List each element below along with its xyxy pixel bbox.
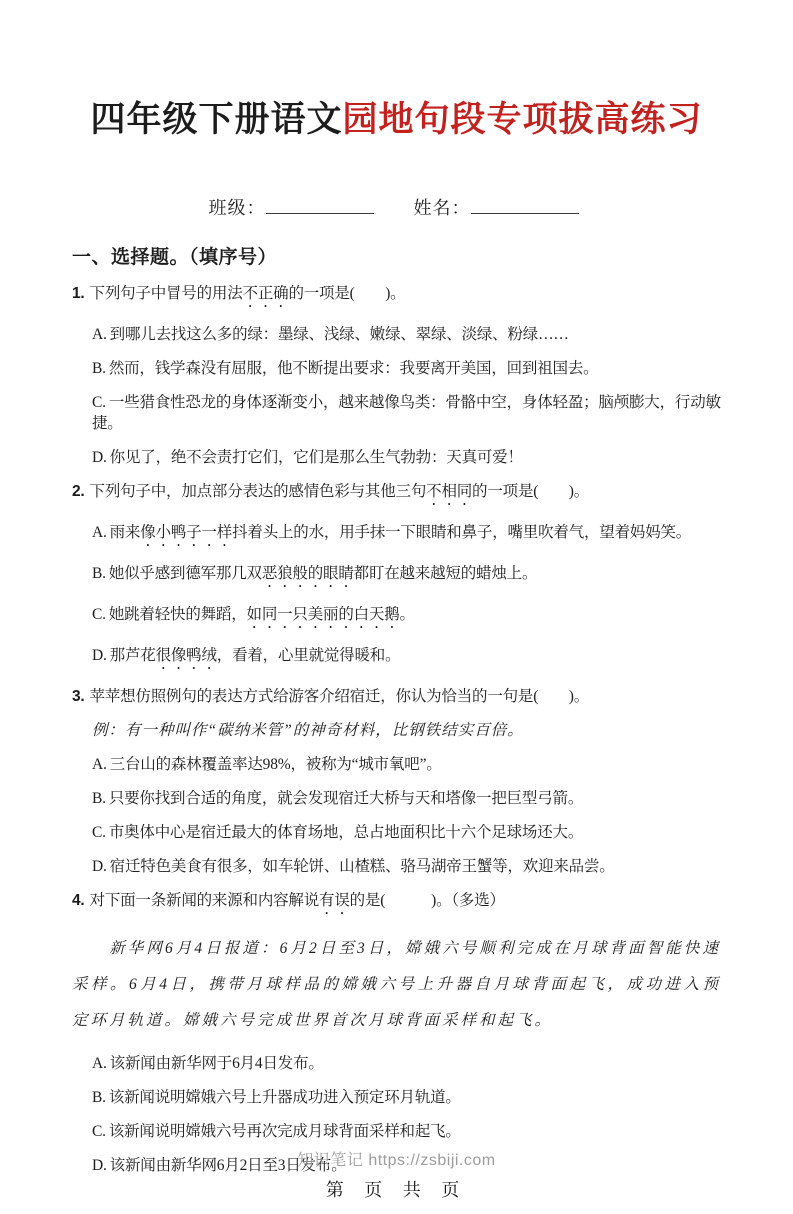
option-text — [109, 1123, 461, 1140]
option-label: D. — [92, 858, 107, 875]
option-label: B. — [92, 360, 106, 377]
option-label: B. — [92, 1089, 106, 1106]
emphasized-text: 不正确 — [242, 285, 289, 302]
option-label: C. — [92, 606, 106, 623]
option-text — [109, 824, 583, 841]
text-segment: 她跳着轻快的舞蹈， — [108, 606, 247, 623]
question-stem-text — [90, 890, 505, 918]
emphasized-text: 恶狼般的眼睛 — [261, 565, 354, 582]
question-1 — [72, 283, 721, 468]
emphasized-text: 不相同 — [426, 483, 473, 500]
footer-watermark: 知识笔记 https://zsbiji.com — [297, 1152, 496, 1169]
worksheet-page — [0, 92, 793, 1176]
student-fields — [72, 194, 721, 220]
text-segment: 抖着头上的水，用手抹一下眼睛和鼻子，嘴里吹着气，望着妈妈笑。 — [232, 524, 692, 541]
option-label: A. — [92, 756, 107, 773]
text-segment: 市奥体中心是宿迁最大的体育场地，总占地面积比十六个足球场还大。 — [108, 824, 584, 841]
text-segment: 下列句子中冒号的用法 — [89, 285, 243, 302]
option-B — [72, 563, 721, 591]
option-C — [72, 604, 721, 632]
option-label: C. — [92, 1123, 106, 1140]
option-text — [109, 565, 537, 582]
question-stem — [72, 890, 721, 918]
question-number: 4. — [72, 892, 85, 909]
page-title — [72, 92, 721, 142]
question-number: 3. — [72, 688, 85, 705]
option-label: D. — [92, 647, 107, 664]
emphasized-text: 有误 — [319, 892, 350, 909]
text-segment: 的一项是( )。 — [472, 483, 590, 500]
name-input-blank[interactable] — [471, 195, 579, 214]
question-stem-text — [90, 686, 590, 707]
option-text — [110, 326, 569, 343]
text-segment: 然而，钱学森没有屈服，他不断提出要求：我要离开美国，回到祖国去。 — [108, 360, 599, 377]
question-stem-text — [90, 283, 406, 311]
option-label: A. — [92, 326, 107, 343]
option-text — [109, 606, 415, 623]
option-D — [72, 447, 721, 468]
option-text — [110, 858, 615, 875]
option-label: C. — [92, 394, 106, 411]
option-A — [72, 754, 721, 775]
question-stem — [72, 283, 721, 311]
option-text — [110, 1055, 324, 1072]
text-segment: 该新闻说明嫦娥六号再次完成月球背面采样和起飞。 — [108, 1123, 461, 1140]
option-text — [109, 790, 583, 807]
title-grade-part: 四年级下册语文 — [90, 100, 343, 139]
footer-page-number: 第 页 共 页 — [325, 1180, 468, 1200]
option-label: B. — [92, 790, 106, 807]
text-segment: 都盯在越来越短的蜡烛上。 — [353, 565, 538, 582]
news-passage: 新华网6月4日报道：6月2日至3日，嫦娥六号顺利完成在月球背面智能快速采样。6月4日，携带月球样品的嫦娥六号上升器自月球背面起飞，成功进入预定环月轨道。嫦娥六号完成世界首次月球背面采样和起飞。 — [72, 940, 721, 1029]
option-D — [72, 645, 721, 673]
text-segment: 的是( )。（多选） — [349, 892, 505, 909]
option-text — [109, 360, 599, 377]
option-text — [110, 449, 523, 466]
question-stem — [72, 686, 721, 707]
text-segment: 苹苹想仿照例句的表达方式给游客介绍宿迁，你认为恰当的一句是( )。 — [89, 688, 590, 705]
option-B — [72, 788, 721, 809]
questions-list — [72, 283, 721, 1176]
option-A — [72, 1053, 721, 1074]
text-segment: 。 — [399, 606, 415, 623]
option-A — [72, 324, 721, 345]
text-segment: 的一项是( )。 — [288, 285, 406, 302]
text-segment: 该新闻由新华网6月2日至3日发布。 — [109, 1157, 347, 1174]
option-text — [92, 394, 721, 432]
option-text — [110, 524, 691, 541]
class-label: 班级： — [208, 198, 266, 218]
question-2 — [72, 481, 721, 673]
option-label: A. — [92, 1055, 107, 1072]
text-segment: 三台山的森林覆盖率达98%，被称为“城市氧吧”。 — [109, 756, 442, 773]
text-segment: 对下面一条新闻的来源和内容解说 — [89, 892, 320, 909]
option-label: B. — [92, 565, 106, 582]
text-segment: 下列句子中，加点部分表达的感情色彩与其他三句 — [89, 483, 427, 500]
option-C — [72, 1121, 721, 1142]
option-B — [72, 358, 721, 379]
option-text — [109, 1089, 461, 1106]
option-A — [72, 522, 721, 550]
question-number: 2. — [72, 483, 85, 500]
title-topic-part: 园地句段专项拔高练习 — [342, 100, 703, 139]
question-3 — [72, 686, 721, 877]
option-C — [72, 392, 721, 434]
question-4 — [72, 890, 721, 1176]
option-D — [72, 856, 721, 877]
section-heading: 一、选择题。（填序号） — [72, 247, 278, 268]
option-label: A. — [92, 524, 107, 541]
option-B — [72, 1087, 721, 1108]
text-segment: 那芦花 — [109, 647, 156, 664]
option-C — [72, 822, 721, 843]
example-sentence: 例：有一种叫作“碳纳米管”的神奇材料，比钢铁结实百倍。 — [92, 722, 524, 739]
question-stem — [72, 481, 721, 509]
text-segment: 她似乎感到德军那几双 — [108, 565, 262, 582]
text-segment: 你见了，绝不会责打它们，它们是那么生气勃勃：天真可爱！ — [109, 449, 523, 466]
text-segment: 该新闻说明嫦娥六号上升器成功进入预定环月轨道。 — [108, 1089, 461, 1106]
text-segment: ，看着，心里就觉得暖和。 — [216, 647, 401, 664]
text-segment: 宿迁特色美食有很多，如车轮饼、山楂糕、骆马湖帝王蟹等，欢迎来品尝。 — [109, 858, 615, 875]
option-text — [110, 756, 442, 773]
question-number: 1. — [72, 285, 85, 302]
emphasized-text: 像小鸭子一样 — [140, 524, 233, 541]
emphasized-text: 如同一只美丽的白天鹅 — [246, 606, 400, 623]
name-label: 姓名： — [413, 198, 471, 218]
class-input-blank[interactable] — [266, 195, 374, 214]
text-segment: 到哪儿去找这么多的绿：墨绿、浅绿、嫩绿、翠绿、淡绿、粉绿…… — [109, 326, 569, 343]
text-segment: 该新闻由新华网于6月4日发布。 — [109, 1055, 324, 1072]
emphasized-text: 很像鸭绒 — [155, 647, 217, 664]
option-label: D. — [92, 1157, 107, 1174]
text-segment: 只要你找到合适的角度，就会发现宿迁大桥与天和塔像一把巨型弓箭。 — [108, 790, 584, 807]
option-label: C. — [92, 824, 106, 841]
option-text — [110, 647, 401, 664]
option-label: D. — [92, 449, 107, 466]
text-segment: 雨来 — [109, 524, 141, 541]
text-segment: 一些猎食性恐龙的身体逐渐变小，越来越像鸟类：骨骼中空，身体轻盈；脑颅膨大，行动敏捷。 — [92, 394, 721, 432]
question-stem-text — [90, 481, 590, 509]
